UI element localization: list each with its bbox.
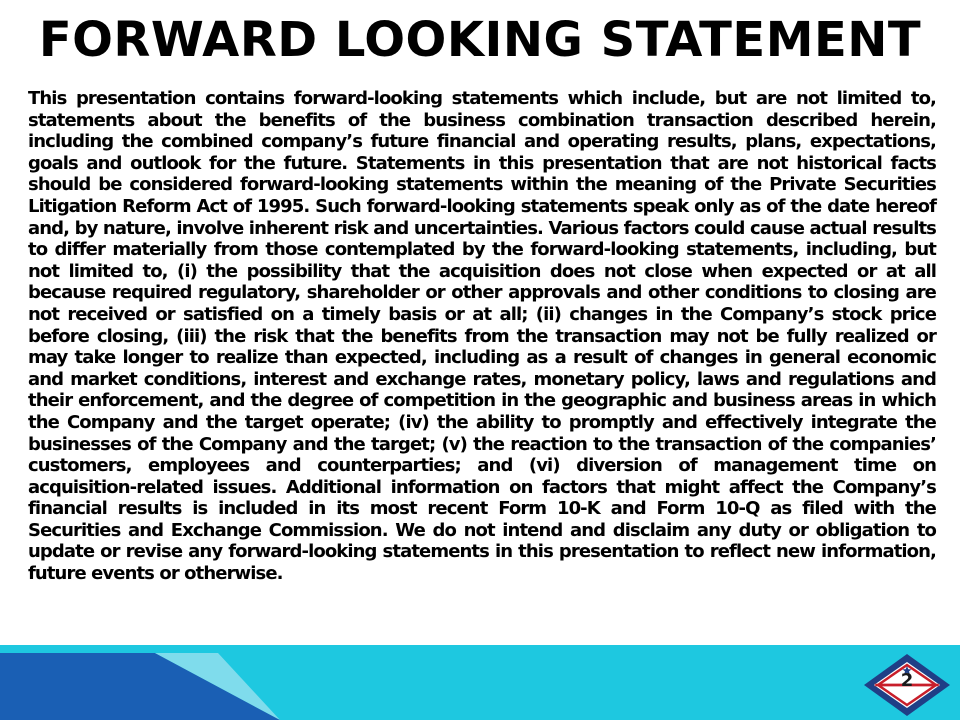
slide-title: FORWARD LOOKING STATEMENT xyxy=(38,12,922,68)
page-number: 2 xyxy=(900,670,914,691)
disclaimer-body-text: This presentation contains forward-looking statements which include, but are not limited to, statements about the benefits of the business combination transaction described herein, including the combined company’s future financial and operating results, plans, expectations, goals and outlook for the future. Statements in this presentation that are not historical facts should be considered forward-looking statements within the meaning of the Private Securities Litigation Reform Act of 1995. Such forward-looking statements speak only as of the date hereof and, by nature, involve inherent risk and uncertainties. Various factors could cause actual results to differ materially from those contemplated by the forward-looking statements, including, but not limited to, (i) the possibility that the acquisition does not close when expected or at all because required regulatory, shareholder or other approvals and other conditions to closing are not received or satisfied on a timely basis or at all; (ii) changes in the Company’s stock price before closing, (iii) the risk that the benefits from the transaction may not be fully realized or may take longer to realize than expected, including as a result of changes in general economic and market conditions, interest and exchange rates, monetary policy, laws and regulations and their enforcement, and the degree of competition in the geographic and business areas in which the Company and the target operate; (iv) the ability to promptly and effectively integrate the businesses of the Company and the target; (v) the reaction to the transaction of the companies’ customers, employees and counterparties; and (vi) diversion of management time on acquisition-related issues. Additional information on factors that might affect the Company’s financial results is included in its most recent Form 10-K and Form 10-Q as filed with the Securities and Exchange Commission. We do not intend and disclaim any duty or obligation to update or revise any forward-looking statements in this presentation to reflect new information, future events or otherwise. xyxy=(28,88,936,585)
footer-band xyxy=(0,645,960,720)
